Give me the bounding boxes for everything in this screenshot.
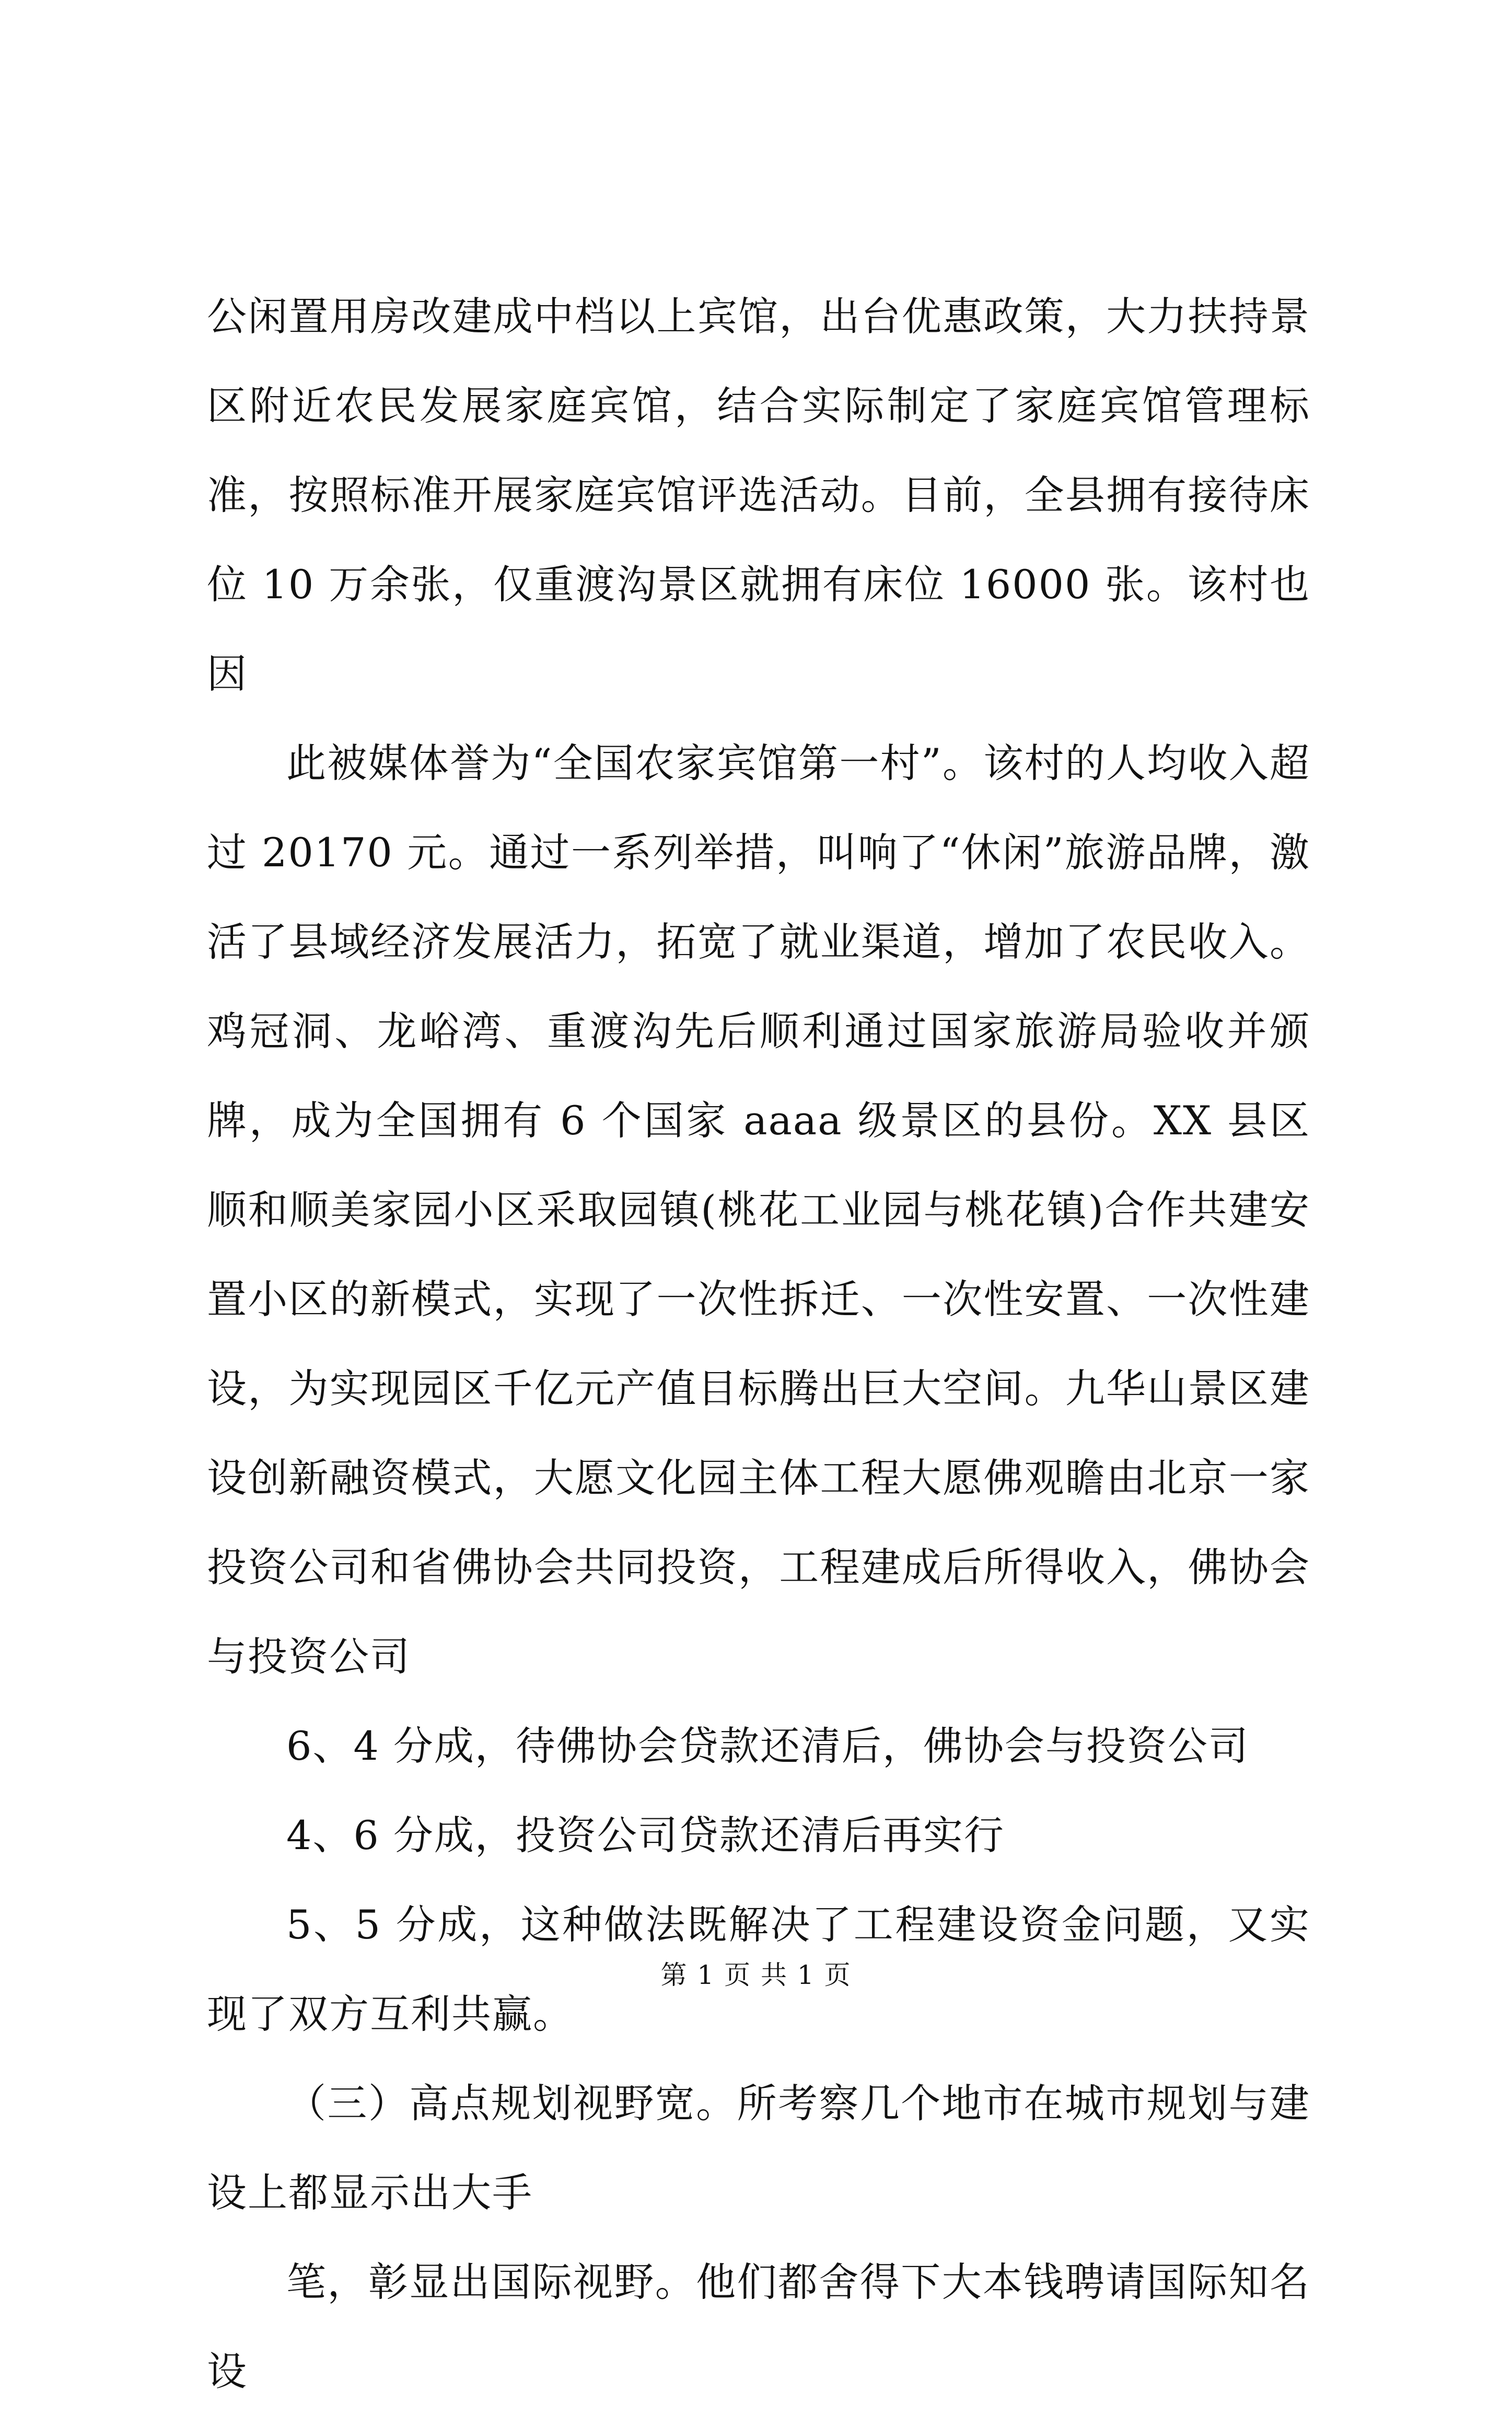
paragraph-5: 5、5 分成，这种做法既解决了工程建设资金问题，又实现了双方互利共赢。 [207, 1901, 1310, 2037]
paragraph-3: 6、4 分成，待佛协会贷款还清后，佛协会与投资公司 [286, 1723, 1249, 1769]
document-body [207, 272, 1310, 2416]
page-footer: 第 1 页 共 1 页 [660, 1960, 852, 1990]
paragraph-2: 此被媒体誉为“全国农家宾馆第一村”。该村的人均收入超过 20170 元。通过一系列举措，叫响了“休闲”旅游品牌，激活了县域经济发展活力，拓宽了就业渠道，增加了农民收入。鸡冠洞、龙峪湾、重渡沟先后顺利通过国家旅游局验收并颁牌，成为全国拥有 6 个国家 aaaa 级景区的县份。XX 县区顺和顺美家园小区采取园镇(桃花工业园与桃花镇)合作共建安置小区的新模式，实现了一次性拆迁、一次性安置、一次性建设，为实现园区千亿元产值目标腾出巨大空间。九华山景区建设创新融资模式，大愿文化园主体工程大愿佛观瞻由北京一家投资公司和省佛协会共同投资，工程建成后所得收入，佛协会与投资公司 [207, 740, 1310, 1680]
paragraph-4: 4、6 分成，投资公司贷款还清后再实行 [286, 1812, 1005, 1859]
paragraph-6: （三）高点规划视野宽。所考察几个地市在城市规划与建设上都显示出大手 [207, 2080, 1310, 2216]
paragraph-1: 公闲置用房改建成中档以上宾馆，出台优惠政策，大力扶持景区附近农民发展家庭宾馆，结合实际制定了家庭宾馆管理标准，按照标准开展家庭宾馆评选活动。目前，全县拥有接待床位 10 万余张，仅重渡沟景区就拥有床位 16000 张。该村也因 [207, 293, 1310, 697]
paragraph-7: 笔，彰显出国际视野。他们都舍得下大本钱聘请国际知名设 [207, 2259, 1310, 2395]
